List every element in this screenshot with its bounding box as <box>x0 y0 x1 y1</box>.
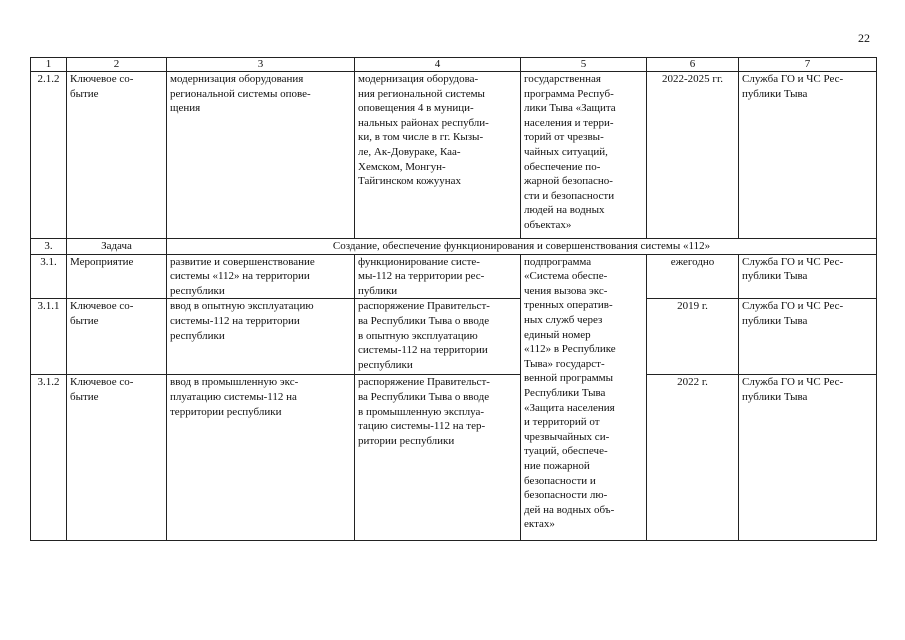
item-description: модернизация оборудования региональной системы опове- щения <box>167 72 355 239</box>
item-type: Ключевое со- бытие <box>67 72 167 239</box>
item-description: развитие и совершенствование системы «112» на территории республики <box>167 254 355 299</box>
table-row <box>31 299 877 375</box>
item-executor: Служба ГО и ЧС Рес- публики Тыва <box>739 254 877 299</box>
row-number: 3.1. <box>31 254 67 299</box>
table-row <box>31 72 877 239</box>
item-term: ежегодно <box>647 254 739 299</box>
page-number: 22 <box>858 31 870 45</box>
task-title: Создание, обеспечение функционирования и совершенствования системы «112» <box>167 239 877 255</box>
column-number-header: 4 <box>355 58 521 72</box>
row-number: 3.1.2 <box>31 375 67 541</box>
item-type: Мероприятие <box>67 254 167 299</box>
item-program: подпрограмма «Система обеспе- чения вызова экс- тренных оператив- ных служб через единый номер «112» в Республике Тыва» государст- венной программы Республики Тыва «Защита населения и территорий от чрезвычайных си- туаций, обеспече- ние пожарной безопасности и безопасности лю- дей на водных объ- ектах» <box>521 254 647 541</box>
item-result: распоряжение Правительст- ва Республики Тыва о вводе в опытную эксплуатацию системы-112 на территории республики <box>355 299 521 375</box>
item-term: 2022 г. <box>647 375 739 541</box>
column-number-header: 2 <box>67 58 167 72</box>
item-term: 2022-2025 гг. <box>647 72 739 239</box>
column-number-header: 1 <box>31 58 67 72</box>
table-row <box>31 375 877 541</box>
column-number-header: 7 <box>739 58 877 72</box>
item-program: государственная программа Респуб- лики Тыва «Защита населения и терри- торий от чрезвы- чайных ситуаций, обеспечение по- жарной безопасно- сти и безопасности людей на водных объектах» <box>521 72 647 239</box>
item-type: Ключевое со- бытие <box>67 375 167 541</box>
column-number-header: 5 <box>521 58 647 72</box>
table-row <box>31 239 877 255</box>
header-row <box>31 58 877 72</box>
item-type: Ключевое со- бытие <box>67 299 167 375</box>
item-term: 2019 г. <box>647 299 739 375</box>
item-executor: Служба ГО и ЧС Рес- публики Тыва <box>739 375 877 541</box>
item-description: ввод в промышленную экс- плуатацию системы-112 на территории республики <box>167 375 355 541</box>
row-number: 2.1.2 <box>31 72 67 239</box>
column-number-header: 3 <box>167 58 355 72</box>
plan-table <box>30 57 877 541</box>
row-number: 3.1.1 <box>31 299 67 375</box>
item-executor: Служба ГО и ЧС Рес- публики Тыва <box>739 299 877 375</box>
item-description: ввод в опытную эксплуатацию системы-112 на территории республики <box>167 299 355 375</box>
item-type: Задача <box>67 239 167 255</box>
table-row <box>31 254 877 299</box>
item-result: функционирование систе- мы-112 на территории рес- публики <box>355 254 521 299</box>
item-result: распоряжение Правительст- ва Республики Тыва о вводе в промышленную эксплуа- тацию системы-112 на тер- ритории республики <box>355 375 521 541</box>
column-number-header: 6 <box>647 58 739 72</box>
item-result: модернизация оборудова- ния региональной системы оповещения 4 в муници- нальных районах республи- ки, в том числе в гг. Кызы- ле, Ак-Довураке, Каа- Хемском, Монгун- Тайгинском кожуунах <box>355 72 521 239</box>
row-number: 3. <box>31 239 67 255</box>
item-executor: Служба ГО и ЧС Рес- публики Тыва <box>739 72 877 239</box>
